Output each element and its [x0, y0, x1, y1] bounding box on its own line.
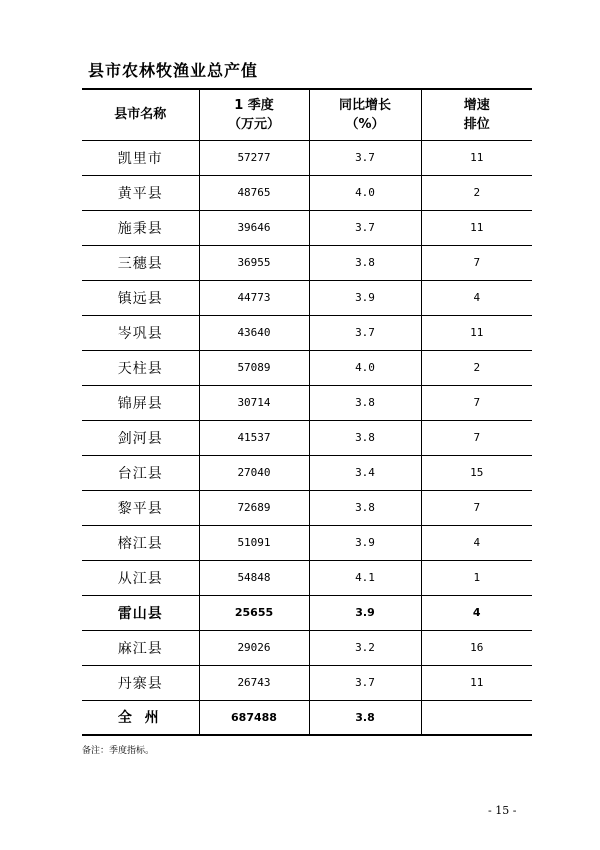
growth-rank: 4 — [421, 595, 532, 630]
q1-value: 72689 — [199, 490, 309, 525]
q1-value: 43640 — [199, 315, 309, 350]
yoy-growth: 3.8 — [309, 420, 421, 455]
yoy-growth: 3.7 — [309, 140, 421, 175]
growth-rank: 15 — [421, 455, 532, 490]
table-row — [82, 665, 532, 700]
growth-rank: 11 — [421, 665, 532, 700]
q1-value: 41537 — [199, 420, 309, 455]
q1-value: 54848 — [199, 560, 309, 595]
header-county: 县市名称 — [82, 89, 199, 140]
footnote: 备注：季度指标。 — [82, 746, 155, 756]
county-name: 丹寨县 — [82, 665, 199, 700]
yoy-growth: 3.8 — [309, 385, 421, 420]
header-yoy-growth: 同比增长 （%） — [309, 89, 421, 140]
growth-rank: 4 — [421, 280, 532, 315]
total-yoy-growth: 3.8 — [309, 700, 421, 735]
yoy-growth: 3.9 — [309, 525, 421, 560]
yoy-growth: 4.1 — [309, 560, 421, 595]
total-growth-rank — [421, 700, 532, 735]
header-q1-value: 1 季度 （万元） — [199, 89, 309, 140]
table-row-highlighted — [82, 595, 532, 630]
growth-rank: 4 — [421, 525, 532, 560]
county-name: 施秉县 — [82, 210, 199, 245]
output-value-table — [82, 88, 532, 736]
growth-rank: 16 — [421, 630, 532, 665]
yoy-growth: 3.9 — [309, 280, 421, 315]
county-name: 岑巩县 — [82, 315, 199, 350]
q1-value: 30714 — [199, 385, 309, 420]
growth-rank: 7 — [421, 420, 532, 455]
table-row — [82, 385, 532, 420]
table-row — [82, 560, 532, 595]
yoy-growth: 3.7 — [309, 665, 421, 700]
header-growth-rank: 增速 排位 — [421, 89, 532, 140]
q1-value: 25655 — [199, 595, 309, 630]
growth-rank: 11 — [421, 315, 532, 350]
table-title: 县市农林牧渔业总产值 — [88, 61, 259, 80]
total-q1-value: 687488 — [199, 700, 309, 735]
growth-rank: 7 — [421, 385, 532, 420]
county-name: 天柱县 — [82, 350, 199, 385]
yoy-growth: 4.0 — [309, 175, 421, 210]
county-name: 麻江县 — [82, 630, 199, 665]
q1-value: 36955 — [199, 245, 309, 280]
table-row — [82, 210, 532, 245]
growth-rank: 11 — [421, 140, 532, 175]
county-name: 榕江县 — [82, 525, 199, 560]
table-row — [82, 175, 532, 210]
q1-value: 51091 — [199, 525, 309, 560]
growth-rank: 7 — [421, 490, 532, 525]
table-row — [82, 490, 532, 525]
county-name: 凯里市 — [82, 140, 199, 175]
q1-value: 26743 — [199, 665, 309, 700]
table-row — [82, 630, 532, 665]
growth-rank: 1 — [421, 560, 532, 595]
county-name: 锦屏县 — [82, 385, 199, 420]
q1-value: 48765 — [199, 175, 309, 210]
county-name: 黄平县 — [82, 175, 199, 210]
yoy-growth: 3.4 — [309, 455, 421, 490]
yoy-growth: 3.2 — [309, 630, 421, 665]
total-label: 全 州 — [82, 700, 199, 735]
q1-value: 57277 — [199, 140, 309, 175]
yoy-growth: 3.8 — [309, 490, 421, 525]
table-row — [82, 280, 532, 315]
growth-rank: 11 — [421, 210, 532, 245]
county-name: 镇远县 — [82, 280, 199, 315]
yoy-growth: 3.8 — [309, 245, 421, 280]
yoy-growth: 4.0 — [309, 350, 421, 385]
table-row — [82, 420, 532, 455]
q1-value: 27040 — [199, 455, 309, 490]
yoy-growth: 3.7 — [309, 315, 421, 350]
county-name: 雷山县 — [82, 595, 199, 630]
q1-value: 29026 — [199, 630, 309, 665]
growth-rank: 2 — [421, 175, 532, 210]
q1-value: 39646 — [199, 210, 309, 245]
table-row — [82, 350, 532, 385]
table-row — [82, 245, 532, 280]
county-name: 三穗县 — [82, 245, 199, 280]
table-row — [82, 455, 532, 490]
q1-value: 44773 — [199, 280, 309, 315]
growth-rank: 7 — [421, 245, 532, 280]
table-row — [82, 315, 532, 350]
yoy-growth: 3.7 — [309, 210, 421, 245]
table-row — [82, 525, 532, 560]
yoy-growth: 3.9 — [309, 595, 421, 630]
table-row — [82, 140, 532, 175]
q1-value: 57089 — [199, 350, 309, 385]
county-name: 从江县 — [82, 560, 199, 595]
county-name: 黎平县 — [82, 490, 199, 525]
growth-rank: 2 — [421, 350, 532, 385]
county-name: 台江县 — [82, 455, 199, 490]
county-name: 剑河县 — [82, 420, 199, 455]
header-row — [82, 89, 532, 140]
total-row — [82, 700, 532, 735]
page-number: - 15 - — [488, 804, 517, 817]
